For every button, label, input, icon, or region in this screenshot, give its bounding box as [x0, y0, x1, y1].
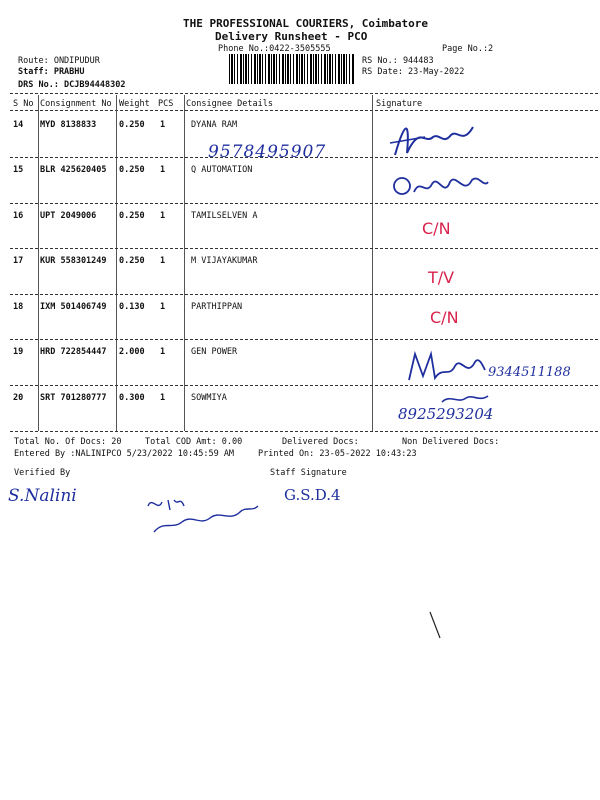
- row-rule: [10, 248, 598, 249]
- printed-on: Printed On: 23-05-2022 10:43:23: [258, 449, 417, 459]
- row-pcs: 1: [160, 302, 166, 312]
- route: Route: ONDIPUDUR: [18, 56, 100, 66]
- row-consignment: SRT 701280777: [40, 393, 107, 403]
- row-sno: 18: [13, 302, 24, 312]
- row-handwritten-phone: 9578495907: [208, 142, 327, 162]
- row-weight: 0.130: [119, 302, 145, 312]
- header-weight: Weight: [119, 99, 150, 109]
- row-consignment: HRD 722854447: [40, 347, 107, 357]
- table-row: [10, 120, 598, 166]
- row-sno: 14: [13, 120, 24, 130]
- table-row: [10, 302, 598, 348]
- row-pcs: 1: [160, 120, 166, 130]
- row-pcs: 1: [160, 256, 166, 266]
- signature-row-19: [405, 348, 485, 384]
- row-consignee: DYANA RAM: [191, 120, 238, 130]
- non-delivered-docs: Non Delivered Docs:: [402, 437, 500, 447]
- table-row: [10, 165, 598, 211]
- row-delivery-mark: C/N: [430, 308, 459, 327]
- entered-by: Entered By :NALINIPCO 5/23/2022 10:45:59 AM: [14, 449, 235, 459]
- row-weight: 0.250: [119, 120, 145, 130]
- row-sno: 20: [13, 393, 24, 403]
- table-row: [10, 393, 598, 439]
- row-consignee: TAMILSELVEN A: [191, 211, 258, 221]
- row-weight: 2.000: [119, 347, 145, 357]
- page-number: Page No.:2: [442, 44, 494, 54]
- row-handwritten-phone: 9344511188: [488, 365, 571, 380]
- row-weight: 0.250: [119, 165, 145, 175]
- verifier-signature: S.Nalini: [8, 486, 77, 506]
- row-sno: 17: [13, 256, 24, 266]
- table-row: [10, 256, 598, 302]
- staff-signature-label: Staff Signature: [270, 468, 347, 478]
- row-weight: 0.250: [119, 211, 145, 221]
- signature-row-20: [440, 392, 490, 406]
- row-rule: [10, 294, 598, 295]
- row-pcs: 1: [160, 393, 166, 403]
- table-bottom-rule: [10, 431, 598, 432]
- phone-number: Phone No.:0422-3505555: [218, 44, 331, 54]
- verified-by-label: Verified By: [14, 468, 71, 478]
- signature-row-14: [385, 115, 475, 160]
- total-docs: Total No. Of Docs: 20: [14, 437, 122, 447]
- header-sno: S No: [13, 99, 34, 109]
- row-consignee: GEN POWER: [191, 347, 238, 357]
- row-pcs: 1: [160, 347, 166, 357]
- document-title: Delivery Runsheet - PCO: [215, 30, 368, 43]
- row-handwritten-phone: 8925293204: [398, 405, 494, 423]
- company-name: THE PROFESSIONAL COURIERS, Coimbatore: [183, 17, 429, 30]
- staff: Staff: PRABHU: [18, 67, 85, 77]
- row-rule: [10, 203, 598, 204]
- header-consignee: Consignee Details: [186, 99, 273, 109]
- row-consignee: Q AUTOMATION: [191, 165, 253, 175]
- total-cod: Total COD Amt: 0.00: [145, 437, 243, 447]
- row-sno: 16: [13, 211, 24, 221]
- rs-number: RS No.: 944483: [362, 56, 434, 66]
- row-weight: 0.250: [119, 256, 145, 266]
- staff-handwritten-signature: G.S.D.4: [284, 486, 341, 504]
- row-rule: [10, 339, 598, 340]
- table-top-rule: [10, 93, 598, 94]
- row-sno: 15: [13, 165, 24, 175]
- row-rule: [10, 385, 598, 386]
- row-consignee: SOWMIYA: [191, 393, 227, 403]
- row-consignment: BLR 425620405: [40, 165, 107, 175]
- row-pcs: 1: [160, 165, 166, 175]
- barcode: [229, 54, 354, 84]
- row-consignment: IXM 501406749: [40, 302, 107, 312]
- row-pcs: 1: [160, 211, 166, 221]
- handwritten-initials: [140, 492, 260, 536]
- header-signature: Signature: [376, 99, 423, 109]
- row-delivery-mark: C/N: [422, 219, 451, 238]
- header-bottom-rule: [10, 110, 598, 111]
- header-pcs: PCS: [158, 99, 174, 109]
- row-consignee: M VIJAYAKUMAR: [191, 256, 258, 266]
- row-rule: [10, 157, 598, 158]
- row-sno: 19: [13, 347, 24, 357]
- pen-stroke: [428, 610, 442, 640]
- row-delivery-mark: T/V: [428, 268, 455, 287]
- row-consignee: PARTHIPPAN: [191, 302, 243, 312]
- row-consignment: KUR 558301249: [40, 256, 107, 266]
- table-row: [10, 347, 598, 393]
- row-consignment: UPT 2049006: [40, 211, 97, 221]
- table-row: [10, 211, 598, 257]
- rs-date: RS Date: 23-May-2022: [362, 67, 465, 77]
- delivered-docs: Delivered Docs:: [282, 437, 359, 447]
- row-weight: 0.300: [119, 393, 145, 403]
- header-consignment: Consignment No: [40, 99, 112, 109]
- row-consignment: MYD 8138833: [40, 120, 97, 130]
- drs-number: DRS No.: DCJB94448302: [18, 80, 126, 90]
- signature-row-15: [390, 168, 490, 202]
